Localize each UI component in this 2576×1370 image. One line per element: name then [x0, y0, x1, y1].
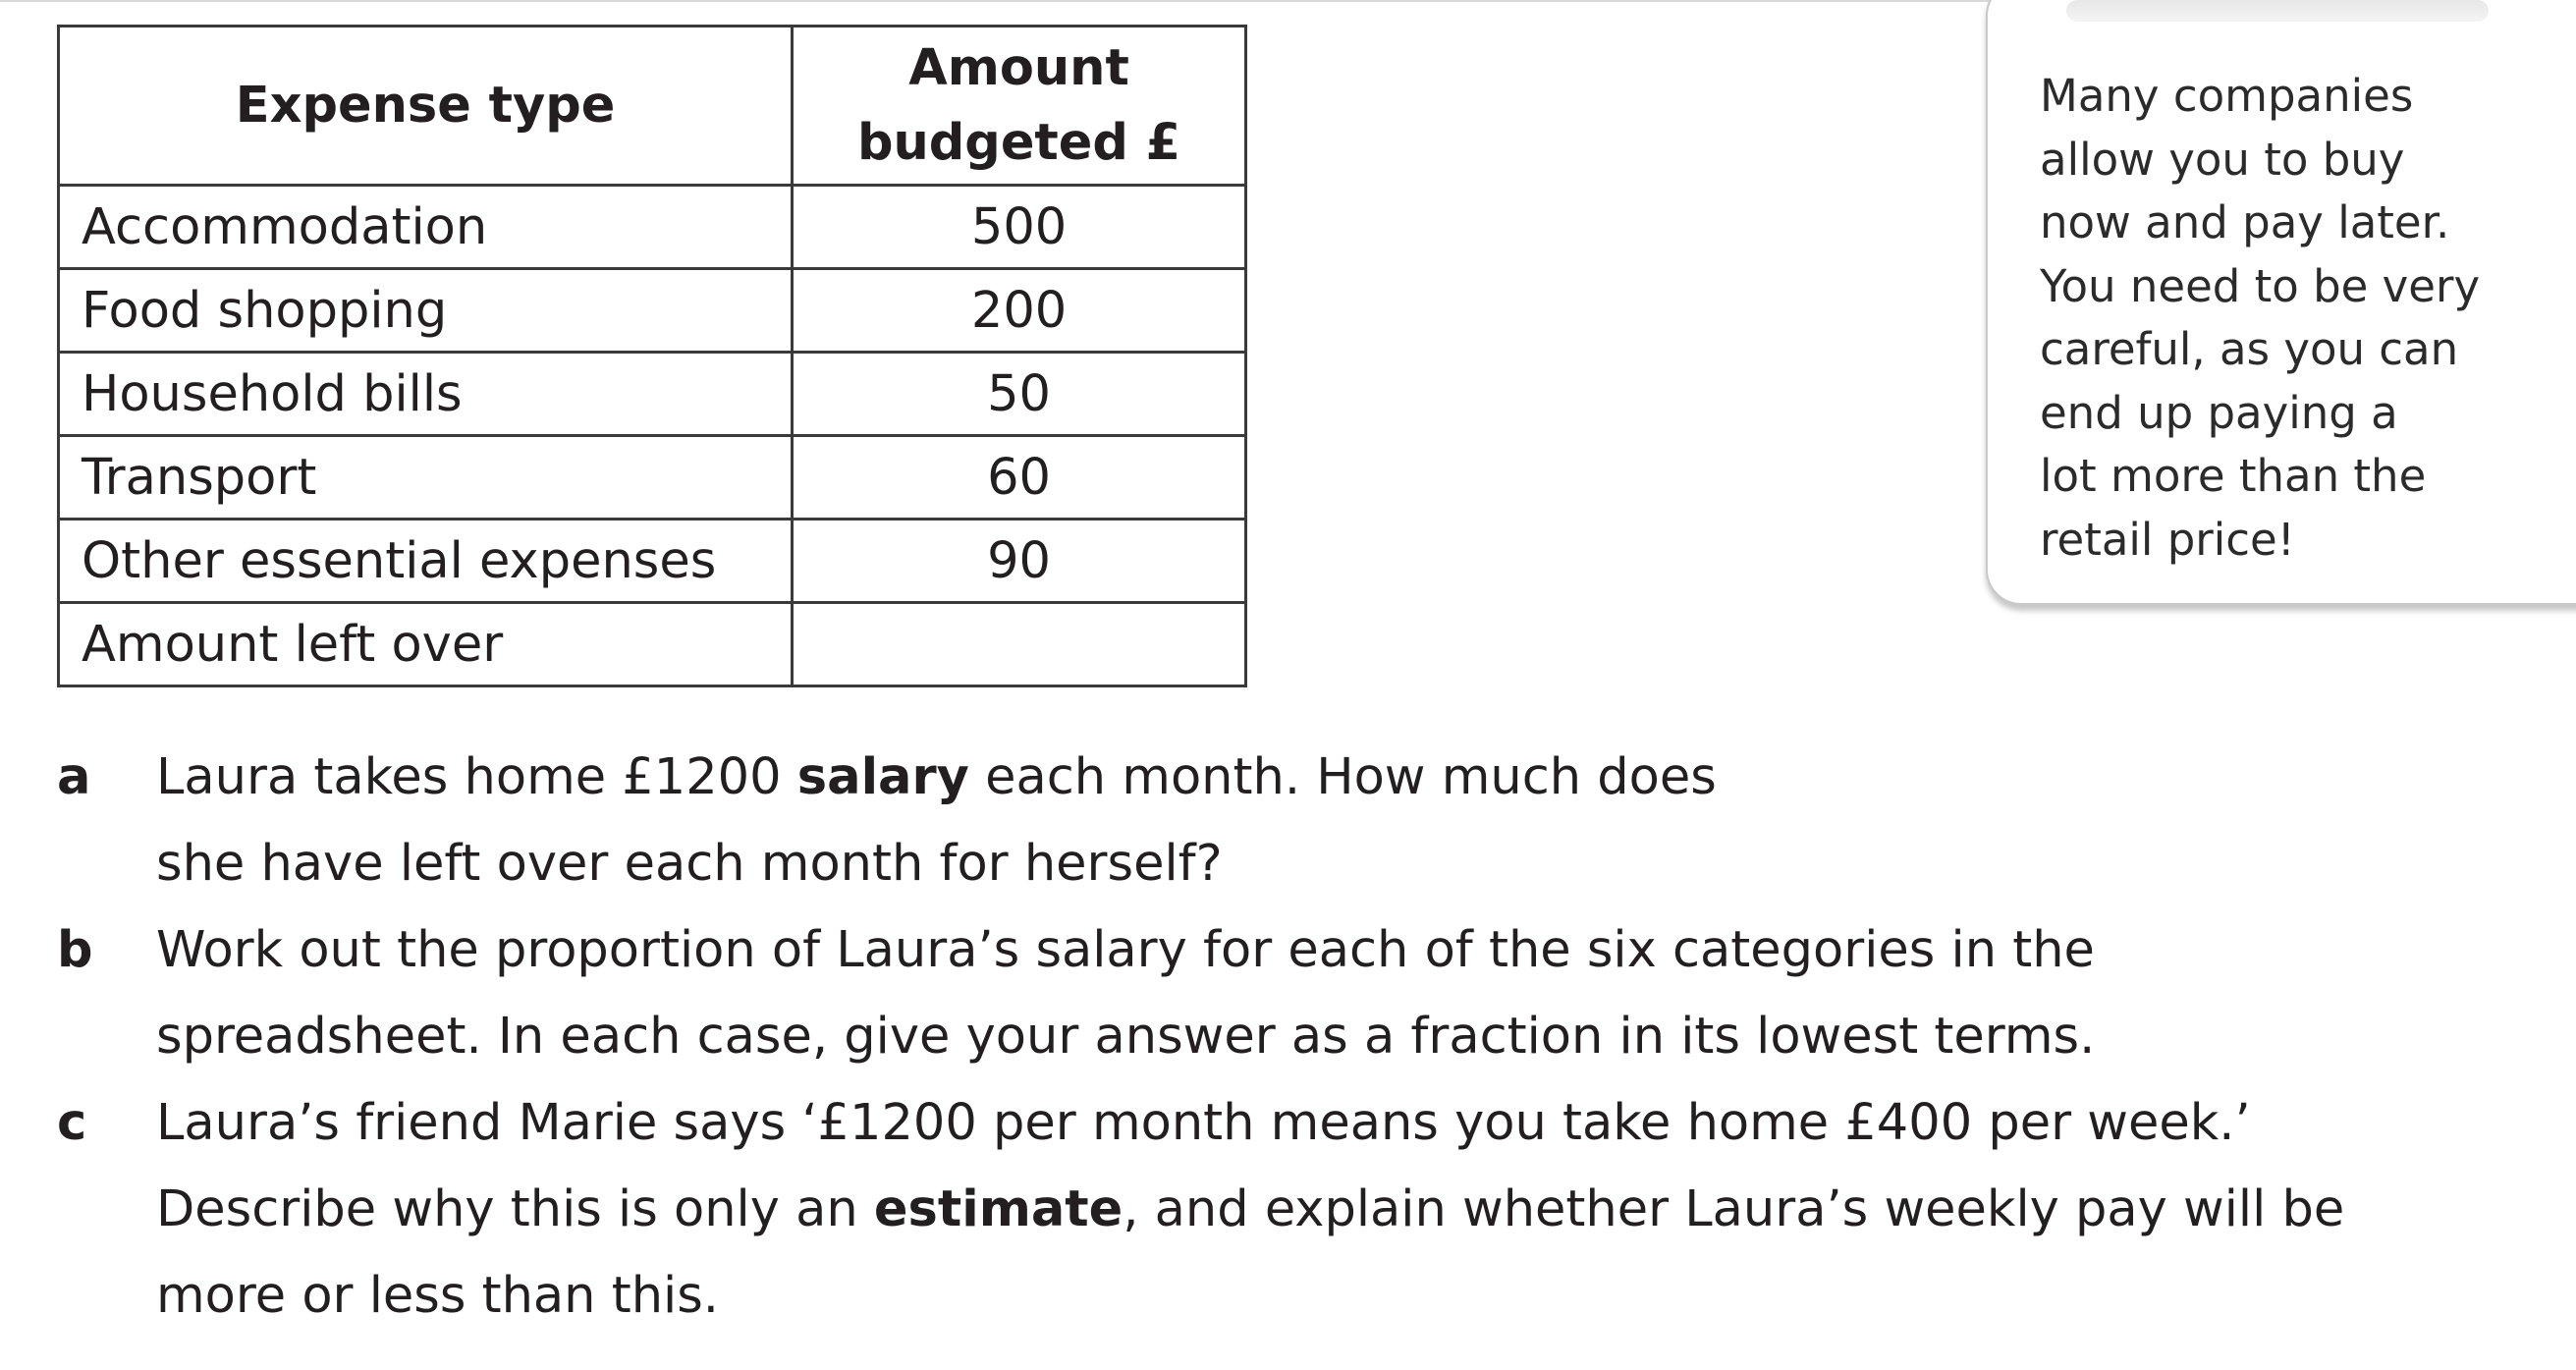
amount-cell: 60	[793, 436, 1246, 520]
amount-cell: 200	[793, 269, 1246, 353]
callout-line: lot more than the	[2040, 450, 2427, 502]
header-amount-line2: budgeted £	[856, 113, 1181, 172]
expense-type-cell: Household bills	[59, 353, 793, 436]
callout-line: careful, as you can	[2040, 323, 2459, 375]
table-row	[59, 269, 1246, 353]
callout-line: Many companies	[2040, 70, 2414, 122]
amount-cell: 90	[793, 520, 1246, 603]
budget-table	[57, 25, 1247, 687]
question-text	[156, 735, 1717, 907]
question-text	[156, 1080, 2344, 1340]
question-line: Describe why this is only an estimate, and explain whether Laura’s weekly pay will be	[156, 1180, 2345, 1238]
table-row	[59, 353, 1246, 436]
callout-line: You need to be very	[2040, 259, 2481, 312]
keyword-estimate: estimate	[873, 1180, 1124, 1238]
tip-callout-text	[2040, 65, 2480, 572]
question-line: spreadsheet. In each case, give your answer as a fraction in its lowest terms.	[156, 1008, 2096, 1066]
question-line: Laura’s friend Marie says ‘£1200 per month means you take home £400 per week.’	[156, 1094, 2251, 1152]
expense-type-cell: Food shopping	[59, 269, 793, 353]
table-row	[59, 603, 1246, 686]
table-header-row	[59, 27, 1246, 186]
expense-type-cell: Amount left over	[59, 603, 793, 686]
question-letter: b	[57, 921, 93, 979]
expense-type-cell: Accommodation	[59, 186, 793, 269]
question-text	[156, 907, 2095, 1080]
amount-cell: 500	[793, 186, 1246, 269]
keyword-salary: salary	[796, 748, 969, 806]
amount-cell: 50	[793, 353, 1246, 436]
expense-type-cell: Other essential expenses	[59, 520, 793, 603]
question-line: she have left over each month for herself?	[156, 835, 1223, 893]
header-expense-type: Expense type	[59, 27, 793, 186]
question-line: Work out the proportion of Laura’s salary for each of the six categories in the	[156, 921, 2095, 979]
callout-line: end up paying a	[2040, 386, 2398, 439]
header-amount-line1: Amount	[908, 38, 1129, 97]
question-letter: c	[57, 1094, 87, 1152]
question-line: more or less than this.	[156, 1267, 719, 1325]
header-amount-budgeted	[793, 27, 1246, 186]
callout-line: retail price!	[2040, 513, 2295, 566]
amount-left-over-cell	[793, 603, 1246, 686]
callout-line: now and pay later.	[2040, 196, 2450, 248]
callout-line: allow you to buy	[2040, 133, 2405, 186]
callout-tab-shadow	[2066, 0, 2489, 22]
question-letter: a	[57, 748, 91, 806]
table-row	[59, 436, 1246, 520]
question-line: Laura takes home £1200 salary each month. How much does	[156, 748, 1717, 806]
table-row	[59, 186, 1246, 269]
expense-type-cell: Transport	[59, 436, 793, 520]
table-row	[59, 520, 1246, 603]
